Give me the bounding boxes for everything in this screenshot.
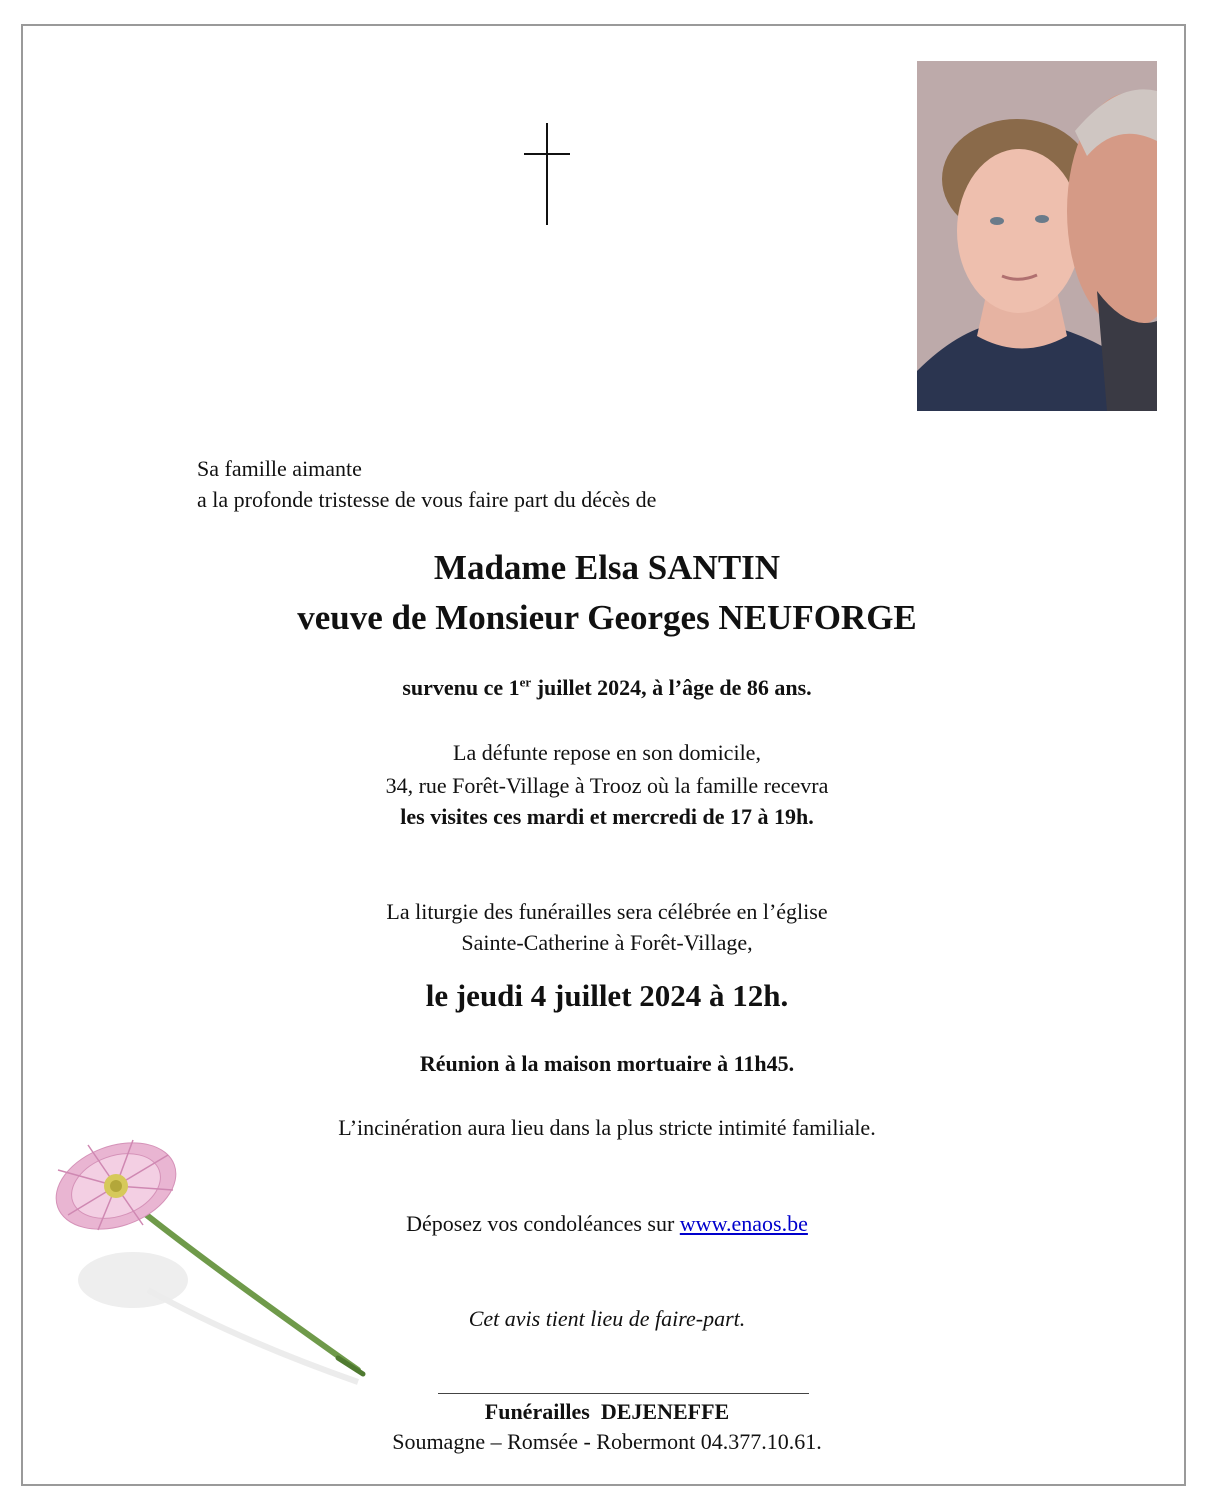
visitation-hours: les visites ces mardi et mercredi de 17 à 19h. — [400, 804, 814, 829]
liturgy-line-1: La liturgie des funérailles sera célébrée en l’église — [386, 899, 828, 924]
intro-line-2: a la profonde tristesse de vous faire part du décès de — [197, 487, 657, 512]
death-date-suffix: juillet 2024, à l’âge de 86 ans. — [531, 675, 812, 700]
deceased-name: Madame Elsa SANTIN — [433, 548, 781, 587]
condolences-link[interactable]: www.enaos.be — [679, 1211, 808, 1236]
visitation-line-1: La défunte repose en son domicile, — [453, 740, 761, 765]
meeting-info: Réunion à la maison mortuaire à 11h45. — [419, 1051, 795, 1076]
visitation-line-2: 34, rue Forêt-Village à Trooz où la famille recevra — [385, 773, 829, 798]
cross-icon — [524, 123, 570, 225]
cremation-info: L’incinération aura lieu dans la plus stricte intimité familiale. — [338, 1115, 876, 1140]
notice-text: Cet avis tient lieu de faire-part. — [468, 1306, 746, 1331]
condolences-text: Déposez vos condoléances sur — [406, 1211, 680, 1236]
funeral-date: le jeudi 4 juillet 2024 à 12h. — [425, 978, 789, 1013]
flower-icon — [38, 1120, 378, 1410]
death-date — [0, 672, 1214, 703]
funeral-home-address: Soumagne – Romsée - Robermont 04.377.10.61. — [392, 1429, 822, 1454]
deceased-spouse: veuve de Monsieur Georges NEUFORGE — [297, 598, 917, 637]
death-date-ordinal: er — [519, 674, 532, 690]
footer-divider — [438, 1393, 809, 1394]
intro-line-1: Sa famille aimante — [197, 456, 362, 481]
funeral-home-name: Funérailles DEJENEFFE — [484, 1399, 730, 1424]
portrait-photo — [917, 61, 1157, 411]
death-date-prefix: survenu ce 1 — [402, 675, 520, 700]
liturgy-line-2: Sainte-Catherine à Forêt-Village, — [461, 930, 753, 955]
